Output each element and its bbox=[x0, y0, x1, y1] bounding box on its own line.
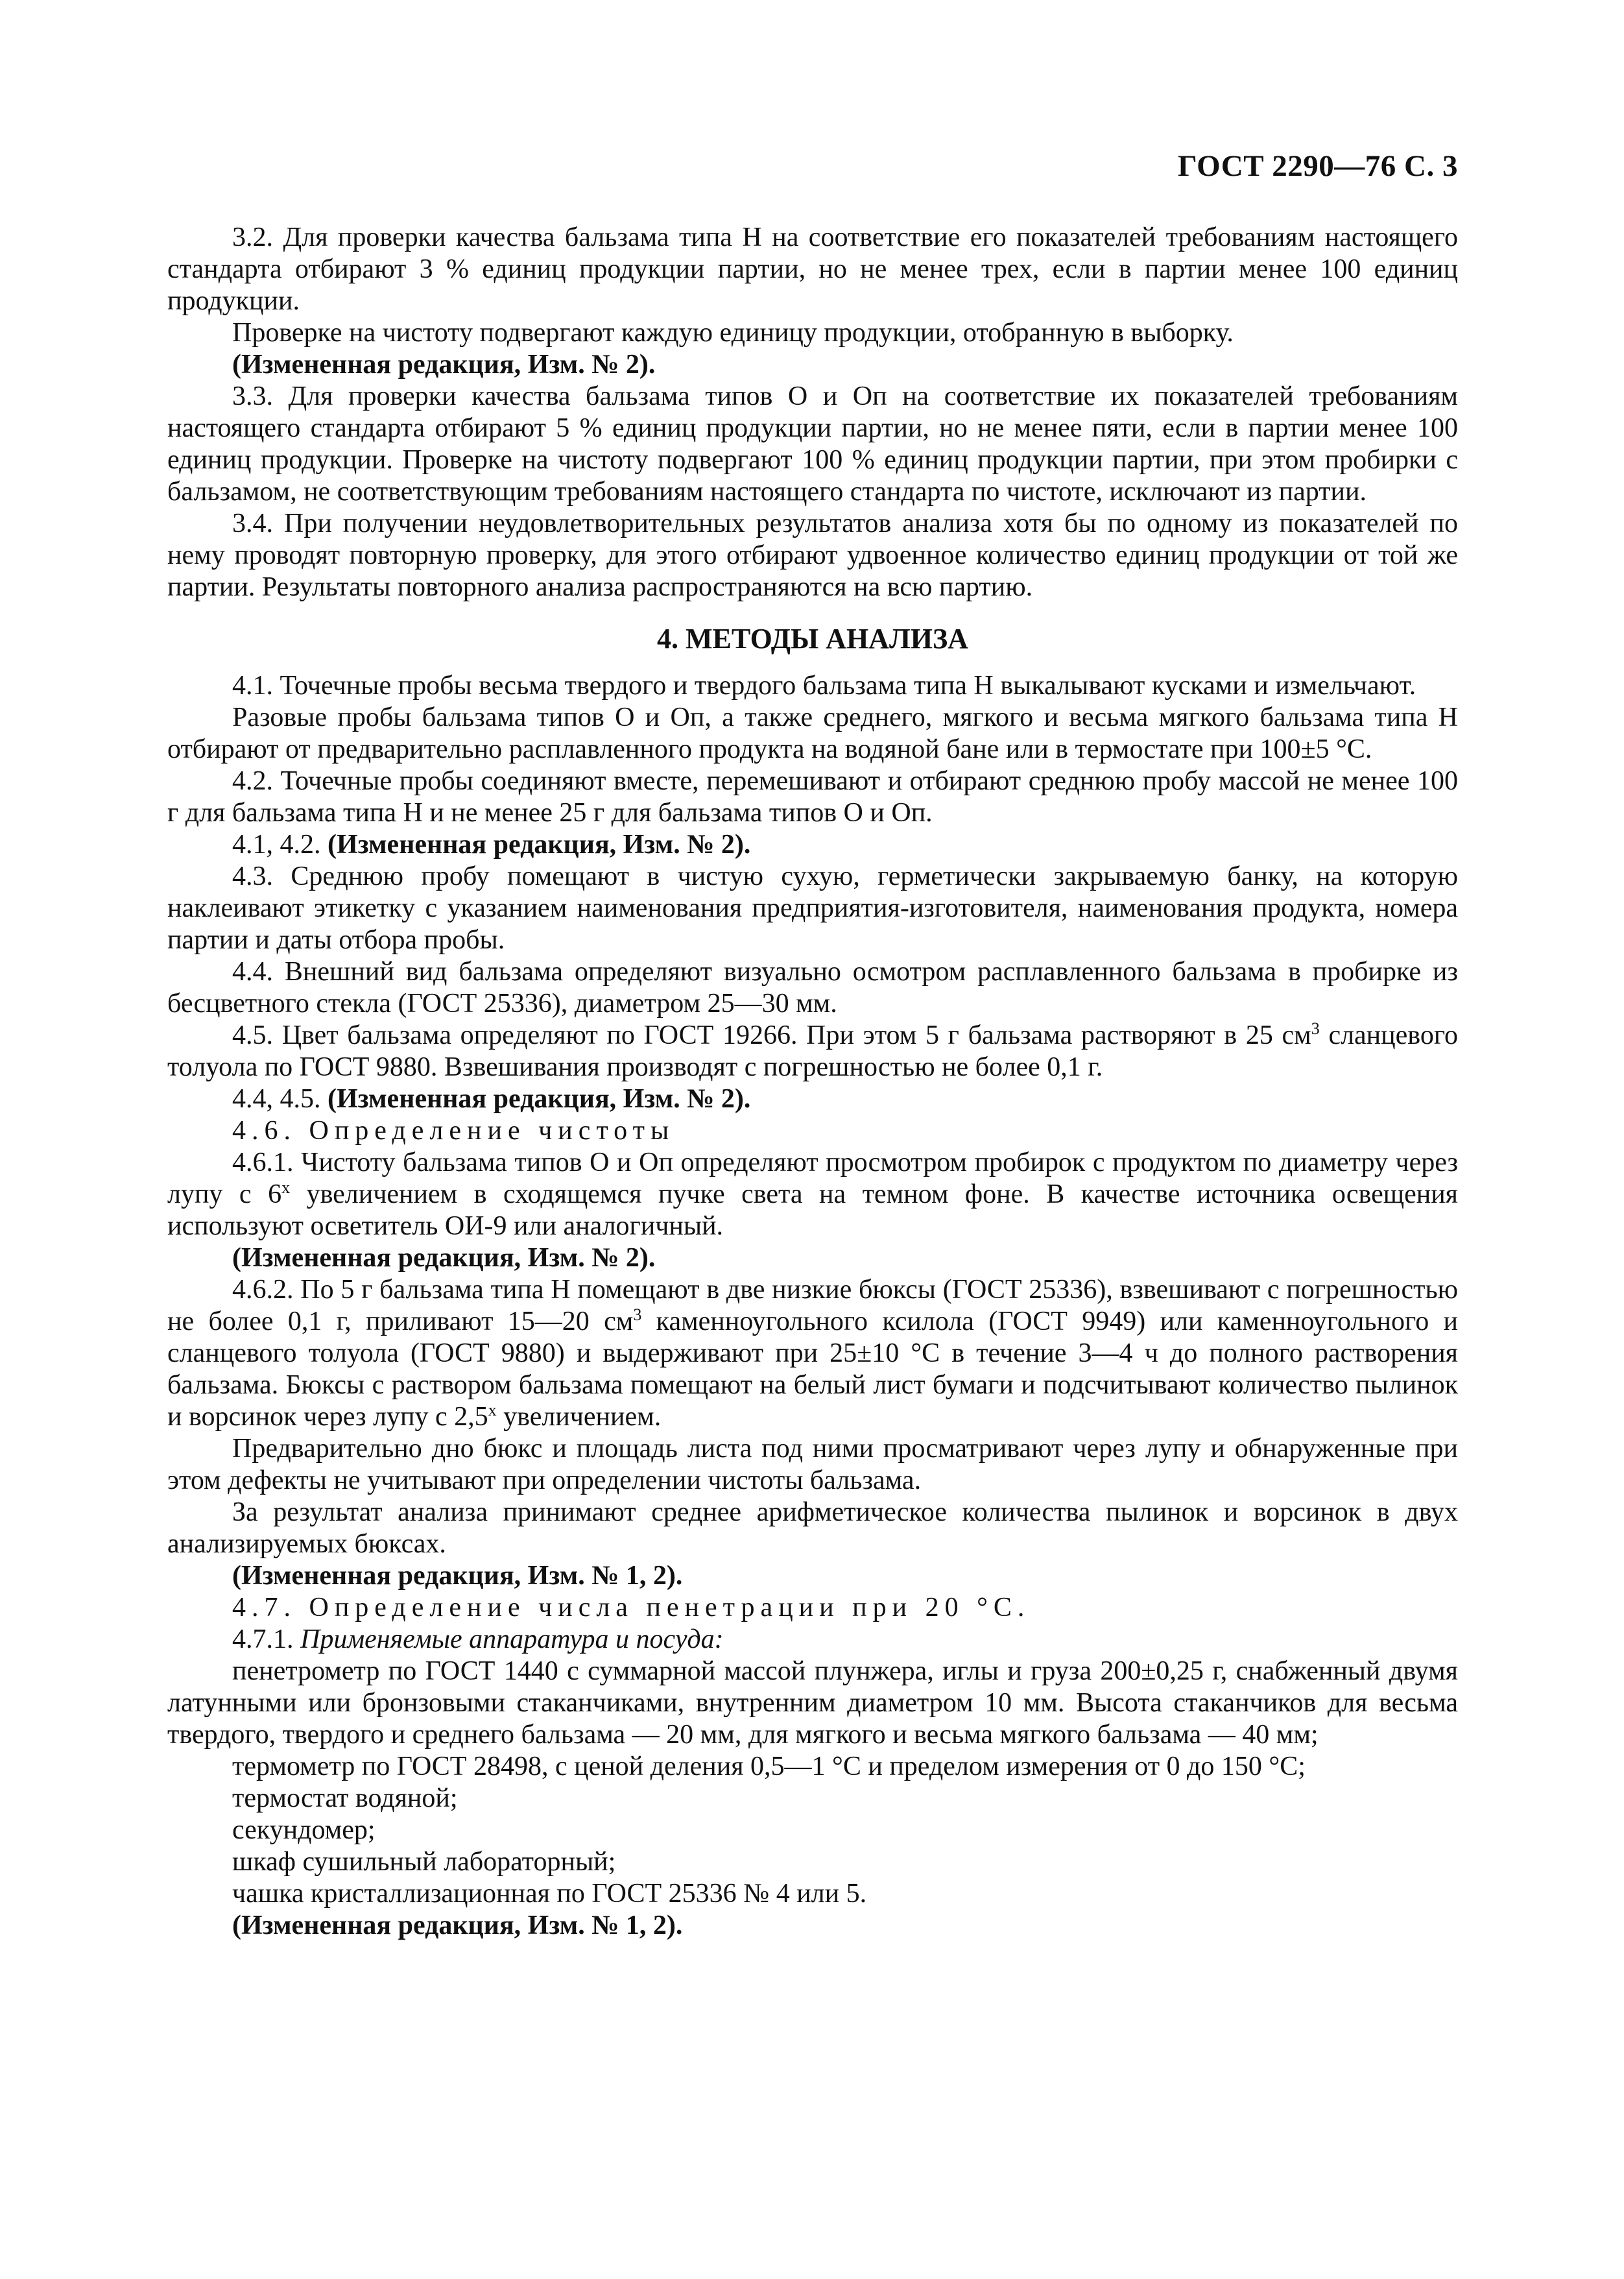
superscript: 3 bbox=[1311, 1019, 1320, 1038]
paragraph-4-5-text: 4.5. Цвет бальзама определяют по ГОСТ 19266. При этом 5 г бальзама растворяют в 25 см bbox=[232, 1020, 1311, 1050]
page-content bbox=[167, 222, 1458, 1942]
edition-note: (Измененная редакция, Изм. № 1, 2). bbox=[232, 1911, 683, 1940]
paragraph-4-6-2 bbox=[167, 1274, 1458, 1433]
paragraph-4-6-heading: 4.6. Определение чистоты bbox=[232, 1116, 675, 1146]
paragraph-4-6-2-text: 4.6.2. По 5 г бальзама типа Н помещают в две низкие бюксы (ГОСТ 25336), взвешивают с погрешностью не более 0,1 г, приливают 15—20 см bbox=[167, 1275, 1458, 1336]
equipment-penetrometer: пенетрометр по ГОСТ 1440 с суммарной массой плунжера, иглы и груза 200±0,25 г, снабженный двумя латунными или бронзовыми стаканчиками, внутренним диаметром 10 мм. Высота стаканчиков для весьма твердого, твердого и среднего бальзама — 20 мм, для мягкого и весьма мягкого бальзама — 40 мм; bbox=[167, 1656, 1458, 1750]
paragraph-3-2-check: Проверке на чистоту подвергают каждую единицу продукции, отобранную в выборку. bbox=[232, 318, 1234, 348]
edition-note: (Измененная редакция, Изм. № 2). bbox=[232, 350, 656, 380]
paragraph-4-6-2-text-cont: каменноугольного ксилола (ГОСТ 9949) или каменноугольного и сланцевого толуола (ГОСТ 9880) и выдерживают при 25±10 °С в течение 3—4 ч до полного растворения бальзама. Бюксы с раствором бальзама помещают на белый лист бумаги и подсчитывают количество пылинок и ворсинок через лупу с 2,5 bbox=[167, 1307, 1458, 1432]
edition-note: (Измененная редакция, Изм. № 2). bbox=[232, 1243, 656, 1273]
edition-note-4-4-4-5 bbox=[167, 1083, 1458, 1115]
paragraph-4-6-2-text-end: увеличением. bbox=[496, 1402, 662, 1432]
paragraph-4-6-2-preliminary: Предварительно дно бюкс и площадь листа под ними просматривают через лупу и обнаруженные при этом дефекты не учитывают при определении чистоты бальзама. bbox=[167, 1434, 1458, 1495]
paragraph-3-3: 3.3. Для проверки качества бальзама типов О и Оп на соответствие их показателей требованиям настоящего стандарта отбирают 5 % единиц продукции партии, но не менее пяти, если в партии менее 100 единиц продукции. Проверке на чистоту подвергают 100 % единиц продукции партии, при этом пробирки с бальзамом, не соответствующим требованиям настоящего стандарта по чистоте, исключают из партии. bbox=[167, 381, 1458, 507]
superscript: х bbox=[281, 1178, 291, 1197]
paragraph-4-5-text-cont: сланцевого толуола по ГОСТ 9880. Взвешивания производят с погрешностью не более 0,1 г. bbox=[167, 1020, 1459, 1082]
superscript: 3 bbox=[633, 1305, 642, 1324]
paragraph-4-4: 4.4. Внешний вид бальзама определяют визуально осмотром расплавленного бальзама в пробирке из бесцветного стекла (ГОСТ 25336), диаметром 25—30 мм. bbox=[167, 957, 1458, 1019]
equipment-item: термостат водяной; bbox=[232, 1783, 458, 1813]
equipment-item: чашка кристаллизационная по ГОСТ 25336 № 4 или 5. bbox=[232, 1879, 867, 1909]
equipment-item: секундомер; bbox=[232, 1815, 376, 1845]
edition-prefix: 4.1, 4.2. bbox=[232, 830, 321, 860]
paragraph-4-7-1 bbox=[167, 1624, 1458, 1656]
paragraph-4-1: 4.1. Точечные пробы весьма твердого и твердого бальзама типа Н выкалывают кусками и измельчают. bbox=[232, 671, 1416, 701]
superscript: х bbox=[488, 1401, 497, 1419]
paragraph-4-6-1-text-cont: увеличением в сходящемся пучке света на темном фоне. В качестве источника освещения используют осветитель ОИ-9 или аналогичный. bbox=[167, 1179, 1459, 1241]
paragraph-4-1-samples: Разовые пробы бальзама типов О и Оп, а также среднего, мягкого и весьма мягкого бальзама типа Н отбирают от предварительно расплавленного продукта на водяной бане или в термостате при 100±5 °С. bbox=[167, 703, 1458, 764]
paragraph-4-2: 4.2. Точечные пробы соединяют вместе, перемешивают и отбирают среднюю пробу массой не менее 100 г для бальзама типа Н и не менее 25 г для бальзама типов О и Оп. bbox=[167, 766, 1458, 828]
page-header: ГОСТ 2290—76 С. 3 bbox=[1177, 149, 1458, 183]
edition-text: (Измененная редакция, Изм. № 2). bbox=[328, 830, 751, 860]
paragraph-4-5 bbox=[167, 1020, 1458, 1083]
edition-note-4-1-4-2 bbox=[167, 829, 1458, 861]
equipment-item: термометр по ГОСТ 28498, с ценой деления 0,5—1 °С и пределом измерения от 0 до 150 °С; bbox=[232, 1752, 1306, 1781]
paragraph-3-4: 3.4. При получении неудовлетворительных результатов анализа хотя бы по одному из показателей по нему проводят повторную проверку, для этого отбирают удвоенное количество единиц продукции от той же партии. Результаты повторного анализа распространяются на всю партию. bbox=[167, 509, 1458, 602]
edition-note: (Измененная редакция, Изм. № 1, 2). bbox=[232, 1561, 683, 1591]
paragraph-4-7-1-number: 4.7.1. bbox=[232, 1624, 294, 1654]
paragraph-3-2: 3.2. Для проверки качества бальзама типа Н на соответствие его показателей требованиям настоящего стандарта отбирают 3 % единиц продукции партии, но не менее трех, если в партии менее 100 единиц продукции. bbox=[167, 223, 1458, 316]
edition-text: (Измененная редакция, Изм. № 2). bbox=[328, 1084, 751, 1114]
paragraph-4-7-heading: 4.7. Определение числа пенетрации при 20 °С. bbox=[232, 1593, 1031, 1622]
section-title: 4. МЕТОДЫ АНАЛИЗА bbox=[657, 623, 968, 655]
paragraph-4-6-2-result: За результат анализа принимают среднее арифметическое количества пылинок и ворсинок в двух анализируемых бюксах. bbox=[167, 1497, 1458, 1559]
paragraph-4-3: 4.3. Среднюю пробу помещают в чистую сухую, герметически закрываемую банку, на которую наклеивают этикетку с указанием наименования предприятия-изготовителя, наименования продукта, номера партии и даты отбора пробы. bbox=[167, 862, 1458, 955]
edition-prefix: 4.4, 4.5. bbox=[232, 1084, 321, 1114]
equipment-item: шкаф сушильный лабораторный; bbox=[232, 1847, 616, 1877]
paragraph-4-7-1-title: Применяемые аппаратура и посуда: bbox=[300, 1624, 724, 1654]
paragraph-4-6-1-text: 4.6.1. Чистоту бальзама типов О и Оп определяют просмотром пробирок с продуктом по диаметру через лупу с 6 bbox=[167, 1148, 1458, 1209]
paragraph-4-6-1 bbox=[167, 1147, 1458, 1242]
